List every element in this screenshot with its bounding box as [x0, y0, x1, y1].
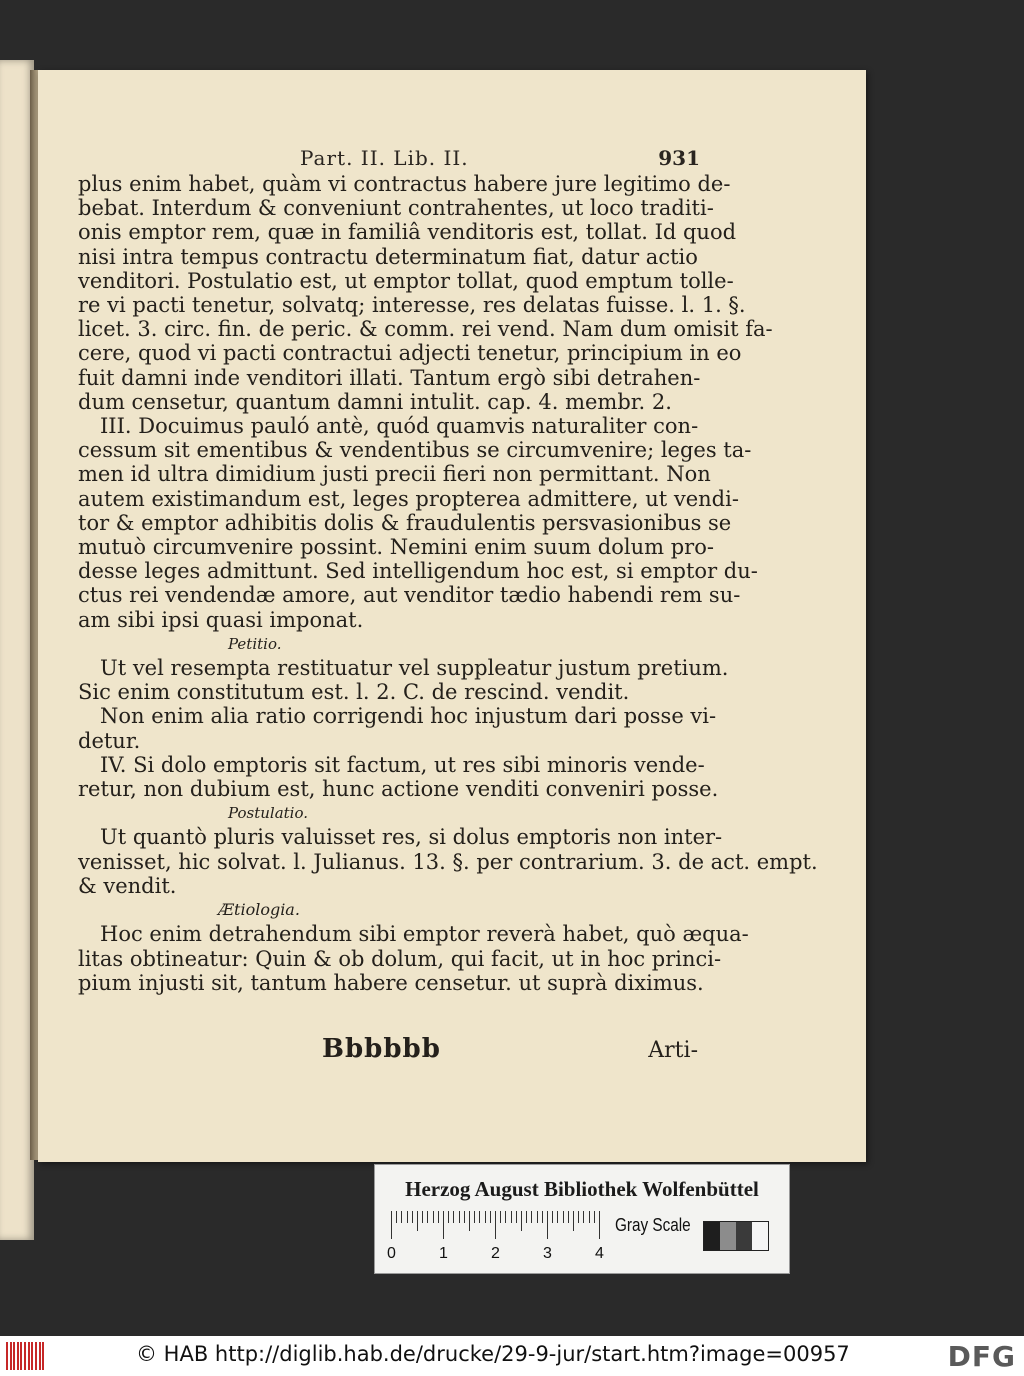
barcode-bar	[31, 1342, 33, 1370]
library-name: Herzog August Bibliothek Wolfenbüttel	[405, 1177, 759, 1201]
gray-scale-label: Gray Scale	[615, 1215, 691, 1235]
ruler-tick	[412, 1211, 413, 1223]
text-line: cessum sit ementibus & vendentibus se circumvenire; leges ta-	[78, 438, 752, 463]
text-line: tor & emptor adhibitis dolis & fraudulentis persvasionibus se	[78, 510, 732, 535]
section-heading: Postulatio.	[228, 804, 309, 823]
text-line: III. Docuimus pauló antè, quód quamvis naturaliter con-	[100, 414, 699, 439]
barcode-bar	[20, 1342, 22, 1370]
ruler-tick	[511, 1211, 512, 1223]
ruler-tick	[469, 1211, 470, 1231]
catchword: Arti-	[648, 1038, 698, 1063]
ruler-number: 4	[595, 1245, 604, 1262]
body-text	[78, 172, 818, 995]
text-line: pium injusti sit, tantum habere censetur. ut suprà diximus.	[78, 970, 704, 995]
text-line: licet. 3. circ. fin. de peric. & comm. rei vend. Nam dum omisit fa-	[78, 317, 773, 342]
text-line: venisset, hic solvat. l. Julianus. 13. §. per contrarium. 3. de act. empt.	[78, 849, 818, 874]
text-line: Sic enim constitutum est. l. 2. C. de rescind. vendit.	[78, 680, 630, 705]
ruler-tick	[433, 1211, 434, 1223]
ruler-tick	[563, 1211, 564, 1223]
ruler-tick	[594, 1211, 595, 1223]
text-line: Ut vel resempta restituatur vel suppleatur justum pretium.	[100, 656, 729, 681]
barcode-bar	[28, 1342, 30, 1370]
gray-swatch	[704, 1222, 720, 1250]
ruler-tick	[438, 1211, 439, 1223]
ruler-tick	[391, 1211, 392, 1239]
barcode-bar	[17, 1342, 19, 1370]
text-line: onis emptor rem, quæ in familiâ venditoris est, tollat. Id quod	[78, 220, 737, 245]
text-line: Non enim alia ratio corrigendi hoc injustum dari posse vi-	[100, 704, 717, 729]
text-line: bebat. Interdum & conveniunt contrahentes, ut loco traditi-	[78, 196, 714, 221]
ruler-tick	[500, 1211, 501, 1223]
ruler-tick	[474, 1211, 475, 1223]
ruler-number: 3	[543, 1245, 552, 1262]
ruler-tick	[573, 1211, 574, 1231]
ruler-tick	[396, 1211, 397, 1223]
text-line: ctus rei vendendæ amore, aut venditor tædio habendi rem su-	[78, 583, 741, 608]
ruler-tick	[583, 1211, 584, 1223]
gray-swatch	[736, 1222, 752, 1250]
text-line: retur, non dubium est, hunc actione venditi conveniri posse.	[78, 777, 719, 802]
ruler-tick	[531, 1211, 532, 1223]
ruler-tick	[505, 1211, 506, 1223]
signature-mark: Bbbbbb	[322, 1034, 441, 1064]
ruler-tick	[459, 1211, 460, 1223]
ruler-tick	[479, 1211, 480, 1223]
ruler-tick	[464, 1211, 465, 1223]
text-line: plus enim habet, quàm vi contractus habere jure legitimo de-	[78, 172, 731, 196]
ruler-number: 2	[491, 1245, 500, 1262]
text-line: nisi intra tempus contractu determinatum fiat, datur actio	[78, 244, 698, 269]
text-line: autem existimandum est, leges propterea admittere, ut vendi-	[78, 486, 739, 511]
ruler-tick	[448, 1211, 449, 1223]
ruler-number: 0	[387, 1245, 396, 1262]
text-line: IV. Si dolo emptoris sit factum, ut res sibi minoris vende-	[100, 752, 705, 777]
ruler-tick	[521, 1211, 522, 1231]
section-heading: Ætiologia.	[218, 900, 300, 920]
text-line: men id ultra dimidium justi precii fieri non permittant. Non	[78, 462, 711, 487]
page-footer-line	[78, 1034, 698, 1068]
running-head: Part. II. Lib. II.	[300, 146, 469, 170]
ruler-tick	[495, 1211, 496, 1239]
text-line: re vi pacti tenetur, solvatq; interesse, res delatas fuisse. l. 1. §.	[78, 293, 746, 318]
text-line: mutuò circumvenire possint. Nemini enim suum dolum pro-	[78, 535, 714, 560]
section-heading: Petitio.	[228, 634, 282, 653]
text-line: detur.	[78, 728, 141, 753]
barcode-icon	[6, 1342, 46, 1370]
ruler-tick	[547, 1211, 548, 1239]
barcode-bar	[6, 1342, 8, 1370]
ruler-tick	[490, 1211, 491, 1223]
page-header	[300, 146, 700, 174]
gray-swatch	[720, 1222, 736, 1250]
ruler-tick	[422, 1211, 423, 1223]
ruler-tick	[537, 1211, 538, 1223]
text-line: cere, quod vi pacti contractui adjecti tenetur, principium in eo	[78, 341, 742, 366]
ruler-tick	[401, 1211, 402, 1223]
text-line: litas obtineatur: Quin & ob dolum, qui facit, ut in hoc princi-	[78, 946, 722, 971]
gray-swatch	[752, 1222, 768, 1250]
ruler-tick	[578, 1211, 579, 1223]
text-line: fuit damni inde venditori illati. Tantum ergò sibi detrahen-	[78, 365, 701, 390]
text-line: & vendit.	[78, 873, 177, 898]
ruler-tick	[516, 1211, 517, 1223]
ruler-tick	[599, 1211, 600, 1239]
dfg-logo: DFG	[947, 1340, 1016, 1373]
text-line: am sibi ipsi quasi imponat.	[78, 607, 364, 632]
barcode-bar	[42, 1342, 44, 1370]
barcode-bar	[13, 1342, 15, 1370]
barcode-bar	[10, 1342, 12, 1370]
ruler-tick	[552, 1211, 553, 1223]
ruler-number: 1	[439, 1245, 448, 1262]
ruler-tick	[589, 1211, 590, 1223]
barcode-bar	[35, 1342, 37, 1370]
text-line: desse leges admittunt. Sed intelligendum hoc est, si emptor du-	[78, 559, 758, 584]
ruler-tick	[407, 1211, 408, 1223]
gray-scale-swatches	[703, 1221, 769, 1251]
ruler-tick	[427, 1211, 428, 1223]
ruler-tick	[557, 1211, 558, 1223]
library-color-card	[374, 1164, 790, 1274]
ruler-tick	[542, 1211, 543, 1223]
text-line: Ut quantò pluris valuisset res, si dolus emptoris non inter-	[100, 825, 723, 850]
facing-page-edge	[0, 60, 34, 1240]
text-line: Hoc enim detrahendum sibi emptor reverà habet, quò æqua-	[100, 922, 749, 947]
page-number: 931	[658, 146, 700, 170]
ruler-tick	[568, 1211, 569, 1223]
ruler-tick	[485, 1211, 486, 1223]
ruler-tick	[443, 1211, 444, 1239]
ruler-tick	[417, 1211, 418, 1231]
text-line: dum censetur, quantum damni intulit. cap. 4. membr. 2.	[78, 389, 672, 414]
ruler-tick	[453, 1211, 454, 1223]
ruler-tick	[526, 1211, 527, 1223]
scale-ruler	[391, 1211, 605, 1241]
copyright-url[interactable]: © HAB http://diglib.hab.de/drucke/29-9-jur/start.htm?image=00957	[136, 1342, 850, 1366]
barcode-bar	[39, 1342, 41, 1370]
barcode-bar	[24, 1342, 26, 1370]
text-line: venditori. Postulatio est, ut emptor tollat, quod emptum tolle-	[78, 268, 734, 293]
footer-bar	[0, 1336, 1024, 1376]
